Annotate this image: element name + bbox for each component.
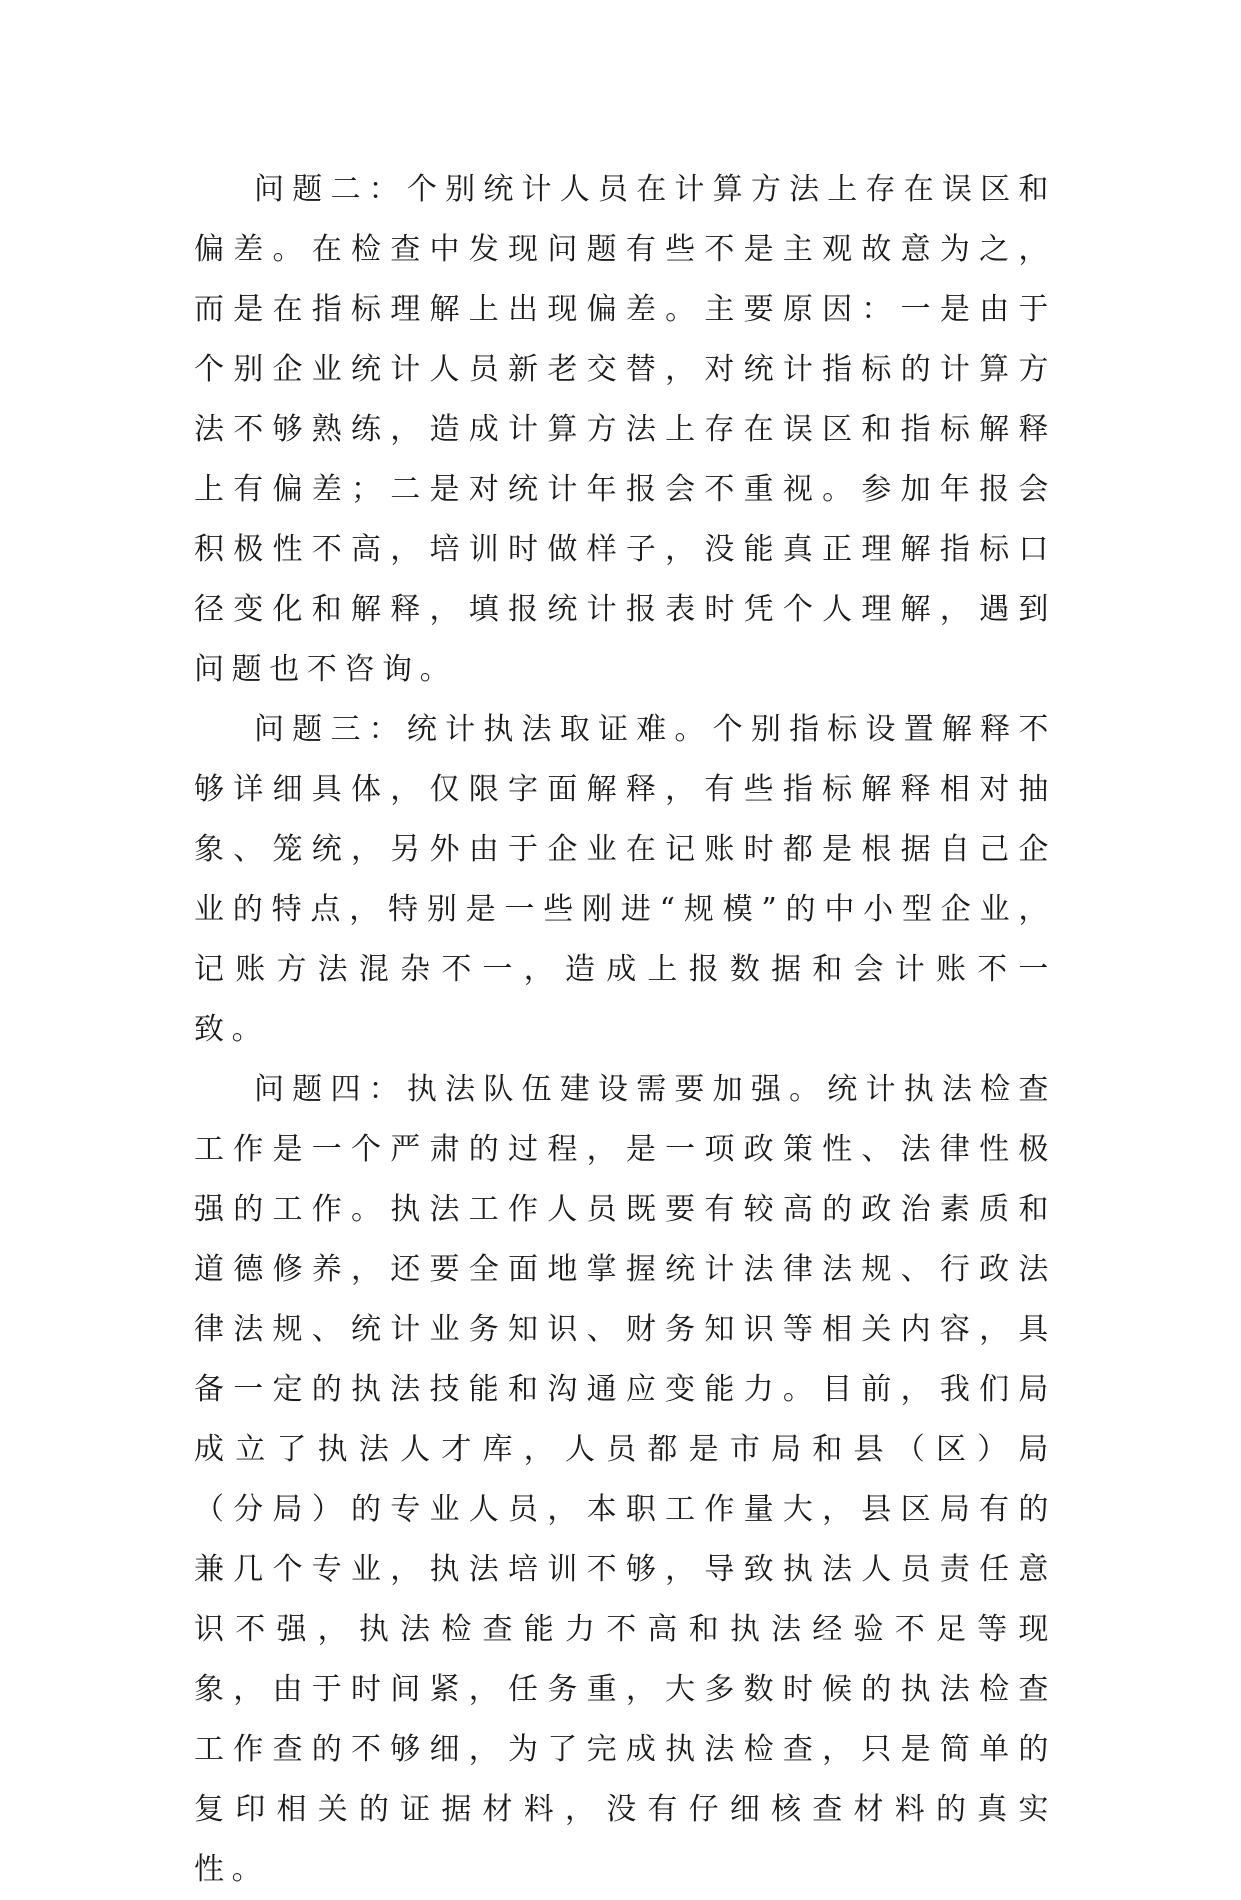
paragraph-problem-three: 问题三：统计执法取证难。个别指标设置解释不够详细具体，仅限字面解释，有些指标解释相对抽象、笼统，另外由于企业在记账时都是根据自己企业的特点，特别是一些刚进“规模”的中小型企业，记账方法混杂不一，造成上报数据和会计账不一致。 xyxy=(194,712,1056,1047)
paragraph-problem-four: 问题四：执法队伍建设需要加强。统计执法检查工作是一个严肃的过程，是一项政策性、法律性极强的工作。执法工作人员既要有较高的政治素质和道德修养，还要全面地掌握统计法律法规、行政法律法规、统计业务知识、财务知识等相关内容，具备一定的执法技能和沟通应变能力。目前，我们局成立了执法人才库，人员都是市局和县（区）局（分局）的专业人员，本职工作量大，县区局有的兼几个专业，执法培训不够，导致执法人员责任意识不强，执法检查能力不高和执法经验不足等现象，由于时间紧，任务重，大多数时候的执法检查工作查的不够细，为了完成执法检查，只是简单的复印相关的证据材料，没有仔细核查材料的真实性。 xyxy=(194,1072,1056,1887)
paragraph-problem-two: 问题二：个别统计人员在计算方法上存在误区和偏差。在检查中发现问题有些不是主观故意为之，而是在指标理解上出现偏差。主要原因：一是由于个别企业统计人员新老交替，对统计指标的计算方法不够熟练，造成计算方法上存在误区和指标解释上有偏差；二是对统计年报会不重视。参加年报会积极性不高，培训时做样子，没能真正理解指标口径变化和解释，填报统计报表时凭个人理解，遇到问题也不咨询。 xyxy=(194,172,1056,687)
document-body xyxy=(194,160,1056,1900)
